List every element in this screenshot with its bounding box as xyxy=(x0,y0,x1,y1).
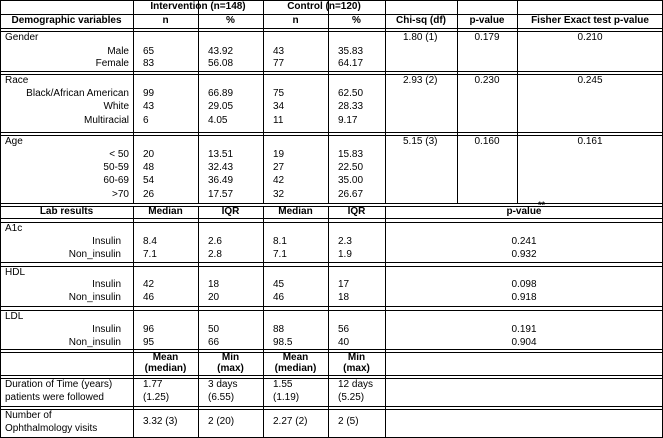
a1c-label: A1c xyxy=(5,223,23,234)
visits-min2: 2 (5) xyxy=(338,416,359,427)
hdl-row-median-control: 45 xyxy=(273,279,285,290)
age-pvalue: 0.160 xyxy=(474,136,500,147)
gender-pvalue: 0.179 xyxy=(474,32,500,43)
min1-header-line2: (max) xyxy=(217,363,244,374)
pct-header-control: % xyxy=(352,15,361,26)
age-fisher: 0.161 xyxy=(577,136,603,147)
n-header-control: n xyxy=(292,15,299,26)
fisher-header: Fisher Exact test p-value xyxy=(531,15,649,26)
age-row-pct-intervention: 13.51 xyxy=(208,149,234,160)
median-header-control: Median xyxy=(278,206,313,217)
median-header-intervention: Median xyxy=(148,206,183,217)
gender-row-n-control: 43 xyxy=(273,46,285,57)
ldl-row-median-control: 98.5 xyxy=(273,337,293,348)
race-label: Race xyxy=(5,75,29,86)
grid-line-v xyxy=(385,0,386,204)
control-header: Control (n=120) xyxy=(287,1,361,12)
ldl-row-median-control: 88 xyxy=(273,324,285,335)
race-fisher: 0.245 xyxy=(577,75,603,86)
grid-line-v xyxy=(517,0,518,204)
duration-m1-line1: 1.77 xyxy=(143,379,163,390)
race-row-label: Multiracial xyxy=(83,115,129,126)
intervention-header: Intervention (n=148) xyxy=(150,1,246,12)
grid-line-h xyxy=(0,203,663,204)
visits-min1: 2 (20) xyxy=(208,416,235,427)
mean2-header-line2: (median) xyxy=(274,363,317,374)
a1c-row-median-intervention: 7.1 xyxy=(143,249,157,260)
hdl-row-pvalue: 0.918 xyxy=(511,292,537,303)
duration-m1-line2: (1.25) xyxy=(143,392,170,403)
gender-row-n-intervention: 83 xyxy=(143,58,155,69)
grid-line-h xyxy=(0,218,663,219)
hdl-row-median-control: 46 xyxy=(273,292,285,303)
grid-line-v xyxy=(133,206,134,438)
grid-line-h xyxy=(0,406,663,407)
ldl-label: LDL xyxy=(5,311,24,322)
hdl-row-iqr-control: 17 xyxy=(338,279,350,290)
hdl-row-iqr-intervention: 20 xyxy=(208,292,220,303)
gender-row-pct-intervention: 43.92 xyxy=(208,46,234,57)
race-row-n-control: 75 xyxy=(273,88,285,99)
a1c-row-pvalue: 0.241 xyxy=(511,236,537,247)
race-row-n-control: 34 xyxy=(273,101,285,112)
age-row-pct-intervention: 17.57 xyxy=(208,189,234,200)
race-row-n-control: 11 xyxy=(273,115,284,126)
a1c-row-iqr-control: 2.3 xyxy=(338,236,352,247)
race-row-pct-control: 28.33 xyxy=(338,101,364,112)
age-row-n-intervention: 26 xyxy=(143,189,155,200)
a1c-row-median-control: 7.1 xyxy=(273,249,287,260)
grid-line-h xyxy=(0,349,663,350)
age-row-n-intervention: 20 xyxy=(143,149,155,160)
race-row-n-intervention: 99 xyxy=(143,88,155,99)
ldl-row-iqr-intervention: 66 xyxy=(208,337,220,348)
age-row-n-control: 27 xyxy=(273,162,285,173)
gender-row-label: Female xyxy=(95,58,129,69)
iqr-header-intervention: IQR xyxy=(221,206,240,217)
pvalue-header: p-value xyxy=(469,15,505,26)
hdl-row-iqr-intervention: 18 xyxy=(208,279,220,290)
ldl-row-label: Insulin xyxy=(92,324,121,335)
a1c-row-pvalue: 0.932 xyxy=(511,249,537,260)
hdl-row-median-intervention: 42 xyxy=(143,279,155,290)
pct-header-intervention: % xyxy=(226,15,235,26)
age-row-pct-intervention: 32.43 xyxy=(208,162,234,173)
duration-min1-line1: 3 days xyxy=(208,379,238,390)
chisq-header: Chi-sq (df) xyxy=(396,15,446,26)
min2-header-line2: (max) xyxy=(343,363,370,374)
gender-row-n-intervention: 65 xyxy=(143,46,155,57)
grid-line-v xyxy=(198,206,199,438)
ldl-row-median-intervention: 96 xyxy=(143,324,155,335)
age-row-pct-control: 15.83 xyxy=(338,149,364,160)
gender-label: Gender xyxy=(5,32,39,43)
age-chisq: 5.15 (3) xyxy=(403,136,438,147)
hdl-label: HDL xyxy=(5,267,26,278)
gender-row-n-control: 77 xyxy=(273,58,285,69)
age-row-pct-intervention: 36.49 xyxy=(208,175,234,186)
ldl-row-label: Non_insulin xyxy=(68,337,121,348)
hdl-row-label: Non_insulin xyxy=(68,292,121,303)
grid-line-h xyxy=(0,262,663,263)
a1c-row-iqr-control: 1.9 xyxy=(338,249,352,260)
n-header-intervention: n xyxy=(162,15,169,26)
grid-line-h xyxy=(0,375,663,376)
age-row-n-control: 32 xyxy=(273,189,285,200)
gender-row-label: Male xyxy=(107,46,129,57)
gender-chisq: 1.80 (1) xyxy=(403,32,438,43)
grid-line-h xyxy=(0,28,663,29)
gender-row-pct-control: 64.17 xyxy=(338,58,364,69)
visits-m1: 3.32 (3) xyxy=(143,416,178,427)
demographic-variables-header: Demographic variables xyxy=(11,15,122,26)
ldl-row-iqr-control: 56 xyxy=(338,324,350,335)
age-row-pct-control: 35.00 xyxy=(338,175,364,186)
ldl-row-iqr-control: 40 xyxy=(338,337,350,348)
gender-row-pct-control: 35.83 xyxy=(338,46,364,57)
a1c-row-iqr-intervention: 2.8 xyxy=(208,249,222,260)
a1c-row-iqr-intervention: 2.6 xyxy=(208,236,222,247)
hdl-row-median-intervention: 46 xyxy=(143,292,155,303)
race-row-pct-intervention: 66.89 xyxy=(208,88,234,99)
iqr-header-control: IQR xyxy=(347,206,366,217)
age-row-n-intervention: 54 xyxy=(143,175,155,186)
duration-label-line1: Duration of Time (years) xyxy=(5,379,113,390)
grid-line-v xyxy=(457,0,458,204)
age-row-label: 50-59 xyxy=(103,162,129,173)
race-row-pct-control: 62.50 xyxy=(338,88,364,99)
a1c-row-median-intervention: 8.4 xyxy=(143,236,157,247)
ldl-row-iqr-intervention: 50 xyxy=(208,324,220,335)
gender-fisher: 0.210 xyxy=(577,32,603,43)
ldl-row-pvalue: 0.191 xyxy=(511,324,537,335)
age-row-pct-control: 26.67 xyxy=(338,189,364,200)
a1c-row-median-control: 8.1 xyxy=(273,236,287,247)
mean1-header-line1: Mean xyxy=(152,352,179,363)
min1-header-line1: Min xyxy=(221,352,240,363)
lab-results-header: Lab results xyxy=(39,206,94,217)
mean1-header-line2: (median) xyxy=(144,363,187,374)
age-row-n-control: 19 xyxy=(273,149,285,160)
min2-header-line1: Min xyxy=(347,352,366,363)
grid-line-h xyxy=(0,71,663,72)
grid-line-h xyxy=(0,306,663,307)
race-row-label: White xyxy=(103,101,129,112)
duration-m2-line2: (1.19) xyxy=(273,392,300,403)
duration-min2-line2: (5.25) xyxy=(338,392,365,403)
grid-line-v xyxy=(263,0,264,204)
duration-min2-line1: 12 days xyxy=(338,379,374,390)
age-row-label: < 50 xyxy=(109,149,129,160)
age-row-label: >70 xyxy=(112,189,129,200)
race-row-n-intervention: 43 xyxy=(143,101,155,112)
duration-m2-line1: 1.55 xyxy=(273,379,293,390)
age-label: Age xyxy=(5,136,23,147)
ldl-row-median-intervention: 95 xyxy=(143,337,155,348)
hdl-row-iqr-control: 18 xyxy=(338,292,350,303)
grid-line-h xyxy=(0,132,663,133)
gender-row-pct-intervention: 56.08 xyxy=(208,58,234,69)
race-row-pct-intervention: 29.05 xyxy=(208,101,234,112)
grid-line-v xyxy=(328,206,329,438)
grid-line-v xyxy=(198,0,199,204)
race-row-label: Black/African American xyxy=(26,88,129,99)
mean2-header-line1: Mean xyxy=(282,352,309,363)
grid-line-v xyxy=(133,0,134,204)
hdl-row-label: Insulin xyxy=(92,279,121,290)
duration-label-line2: patients were followed xyxy=(5,392,104,403)
grid-line-v xyxy=(263,206,264,438)
visits-label-line2: Ophthalmology visits xyxy=(5,423,98,434)
duration-min1-line2: (6.55) xyxy=(208,392,235,403)
hdl-row-pvalue: 0.098 xyxy=(511,279,537,290)
grid-line-v xyxy=(328,0,329,204)
race-pvalue: 0.230 xyxy=(474,75,500,86)
footnote-mark: ** xyxy=(538,200,546,210)
a1c-row-label: Non_insulin xyxy=(68,249,121,260)
age-row-n-intervention: 48 xyxy=(143,162,155,173)
race-row-pct-control: 9.17 xyxy=(338,115,358,126)
race-row-pct-intervention: 4.05 xyxy=(208,115,228,126)
visits-label-line1: Number of xyxy=(5,410,52,421)
visits-m2: 2.27 (2) xyxy=(273,416,308,427)
age-row-n-control: 42 xyxy=(273,175,285,186)
lab-pvalue-header: p-value xyxy=(506,206,542,217)
race-row-n-intervention: 6 xyxy=(143,115,149,126)
a1c-row-label: Insulin xyxy=(92,236,121,247)
ldl-row-pvalue: 0.904 xyxy=(511,337,537,348)
age-row-label: 60-69 xyxy=(103,175,129,186)
race-chisq: 2.93 (2) xyxy=(403,75,438,86)
age-row-pct-control: 22.50 xyxy=(338,162,364,173)
